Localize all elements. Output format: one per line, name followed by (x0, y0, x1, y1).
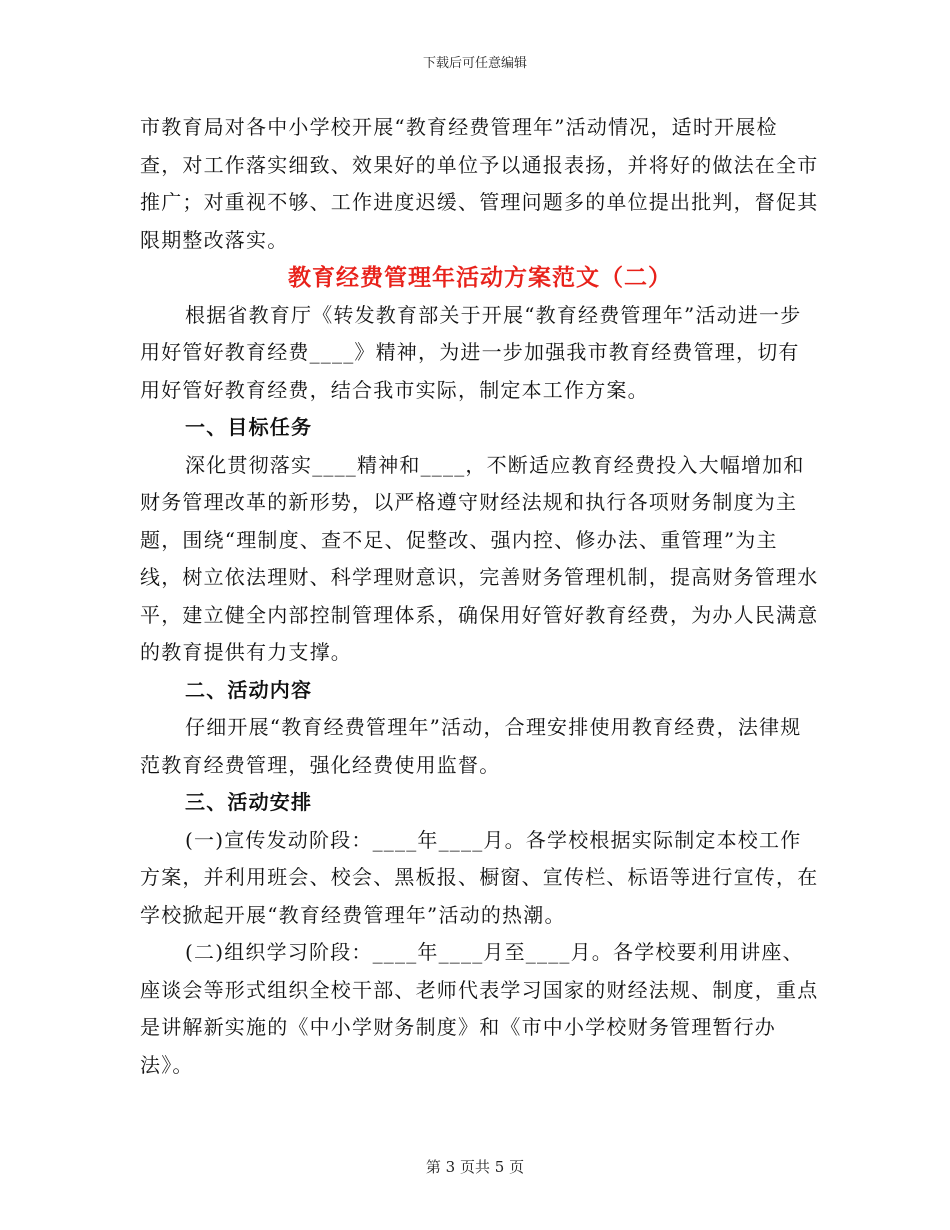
document-title: 教育经费管理年活动方案范文（二） (288, 264, 672, 291)
paragraph-3: 仔细开展“教育经费管理年”活动，合理安排使用教育经费，法律规范教育经费管理，强化经费使用监督。 (140, 715, 802, 777)
paragraph-1: 根据省教育厅《转发教育部关于开展“教育经费管理年”活动进一步用好管好教育经费____》精神，为进一步加强我市教育经费管理，切有用好管好教育经费，结合我市实际，制定本工作方案。 (140, 302, 802, 402)
paragraph-5: (二)组织学习阶段：____年____月至____月。各学校要利用讲座、座谈会等形式组织全校干部、老师代表学习国家的财经法规、制度，重点是讲解新实施的《中小学财务制度》和《市中小学校财务管理暂行办法》。 (140, 940, 819, 1077)
paragraph-4: (一)宣传发动阶段：____年____月。各学校根据实际制定本校工作方案，并利用班会、校会、黑板报、橱窗、宣传栏、标语等进行宣传，在学校掀起开展“教育经费管理年”活动的热潮。 (140, 827, 819, 927)
paragraph-2: 深化贯彻落实____精神和____，不断适应教育经费投入大幅增加和财务管理改革的新形势，以严格遵守财经法规和执行各项财务制度为主题，围绕“理制度、查不足、促整改、强内控、修办法、重管理”为主线，树立依法理财、科学理财意识，完善财务管理机制，提高财务管理水平，建立健全内部控制管理体系，确保用好管好教育经费，为办人民满意的教育提供有力支撑。 (140, 452, 819, 664)
page-header: 下载后可任意编辑 (422, 56, 527, 71)
section-heading-content: 二、活动内容 (185, 677, 313, 702)
page-number: 第 3 页共 5 页 (425, 1158, 525, 1176)
intro-paragraph: 市教育局对各中小学校开展“教育经费管理年”活动情况，适时开展检查，对工作落实细致、效果好的单位予以通报表扬，并将好的做法在全市推广；对重视不够、工作进度迟缓、管理问题多的单位提出批判，督促其限期整改落实。 (140, 115, 819, 252)
section-heading-goals: 一、目标任务 (185, 415, 313, 439)
section-heading-schedule: 三、活动安排 (185, 790, 313, 814)
document-body (140, 109, 820, 1084)
